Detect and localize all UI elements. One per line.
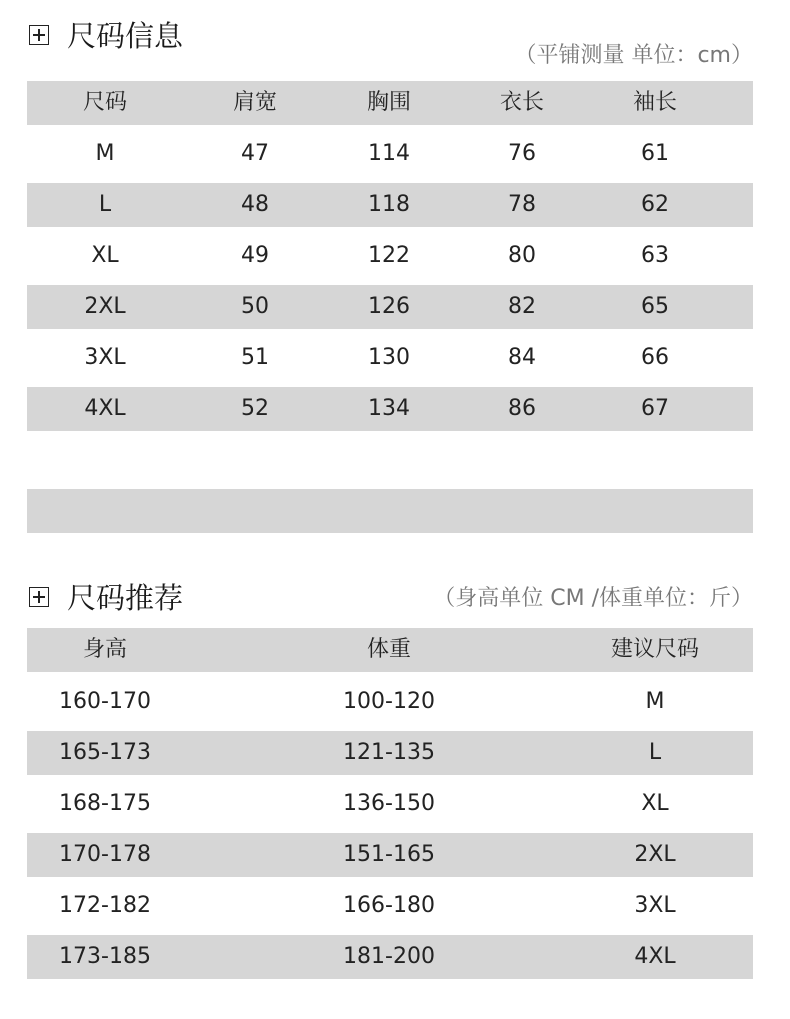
column-header: 袖长 (632, 90, 678, 115)
column-header: 建议尺码 (610, 637, 700, 662)
table-row (27, 132, 753, 176)
table-cell: 76 (508, 141, 536, 166)
table-cell: M (95, 141, 115, 166)
column-header: 肩宽 (232, 90, 278, 115)
plus-box-icon (29, 25, 49, 45)
table-cell: 136-150 (343, 791, 435, 816)
table-cell: 84 (508, 345, 536, 370)
column-header: 尺码 (82, 90, 128, 115)
table-cell: 121-135 (343, 740, 435, 765)
table-cell: 160-170 (59, 689, 151, 714)
table-cell: 4XL (84, 396, 126, 421)
table-cell: XL (641, 791, 669, 816)
size-info-header (27, 16, 753, 68)
table-cell: L (98, 192, 112, 217)
table-cell: 151-165 (343, 842, 435, 867)
column-header: 身高 (82, 637, 128, 662)
table-cell: 168-175 (59, 791, 151, 816)
table-cell: 170-178 (59, 842, 151, 867)
table-cell: M (645, 689, 665, 714)
table-cell: 67 (641, 396, 669, 421)
table-cell: 65 (641, 294, 669, 319)
size-recommend-title: 尺码推荐 (67, 581, 184, 615)
table-row (27, 782, 753, 826)
table-row (27, 234, 753, 278)
table-cell: 4XL (634, 944, 676, 969)
table-cell: 118 (368, 192, 410, 217)
table-cell: 86 (508, 396, 536, 421)
table-row (27, 884, 753, 928)
column-header: 衣长 (499, 90, 545, 115)
table-header-row (27, 628, 753, 672)
table-cell: 82 (508, 294, 536, 319)
table-header-row (27, 81, 753, 125)
table-row (27, 387, 753, 431)
table-cell: XL (91, 243, 119, 268)
table-cell: 48 (241, 192, 269, 217)
table-row (27, 935, 753, 979)
table-cell: 52 (241, 396, 269, 421)
table-cell: 126 (368, 294, 410, 319)
table-row (27, 680, 753, 724)
table-cell: 2XL (84, 294, 126, 319)
size-info-title: 尺码信息 (67, 19, 184, 53)
table-cell: 114 (368, 141, 410, 166)
table-cell: 165-173 (59, 740, 151, 765)
table-cell: 100-120 (343, 689, 435, 714)
table-cell: L (648, 740, 662, 765)
size-info-note: （平铺测量 单位：cm） (514, 43, 753, 68)
plus-box-icon (29, 587, 49, 607)
table-cell: 50 (241, 294, 269, 319)
table-cell: 63 (641, 243, 669, 268)
column-header: 胸围 (366, 90, 412, 115)
table-cell: 80 (508, 243, 536, 268)
table-cell: 78 (508, 192, 536, 217)
table-cell: 3XL (634, 893, 676, 918)
table-row (27, 731, 753, 775)
table-cell: 122 (368, 243, 410, 268)
table-cell: 166-180 (343, 893, 435, 918)
table-row (27, 833, 753, 877)
table-row (27, 285, 753, 329)
table-cell: 181-200 (343, 944, 435, 969)
table-cell: 130 (368, 345, 410, 370)
table-row (27, 336, 753, 380)
table-cell: 2XL (634, 842, 676, 867)
table-cell: 61 (641, 141, 669, 166)
table-cell: 51 (241, 345, 269, 370)
table-cell: 49 (241, 243, 269, 268)
table-cell: 172-182 (59, 893, 151, 918)
table-cell: 47 (241, 141, 269, 166)
table-cell: 3XL (84, 345, 126, 370)
size-recommend-header (27, 578, 753, 618)
table-cell: 134 (368, 396, 410, 421)
divider-bar (27, 489, 753, 533)
table-cell: 62 (641, 192, 669, 217)
column-header: 体重 (366, 637, 412, 662)
table-cell: 66 (641, 345, 669, 370)
size-recommend-note: （身高单位 CM /体重单位：斤） (433, 586, 753, 611)
table-cell: 173-185 (59, 944, 151, 969)
table-row (27, 183, 753, 227)
